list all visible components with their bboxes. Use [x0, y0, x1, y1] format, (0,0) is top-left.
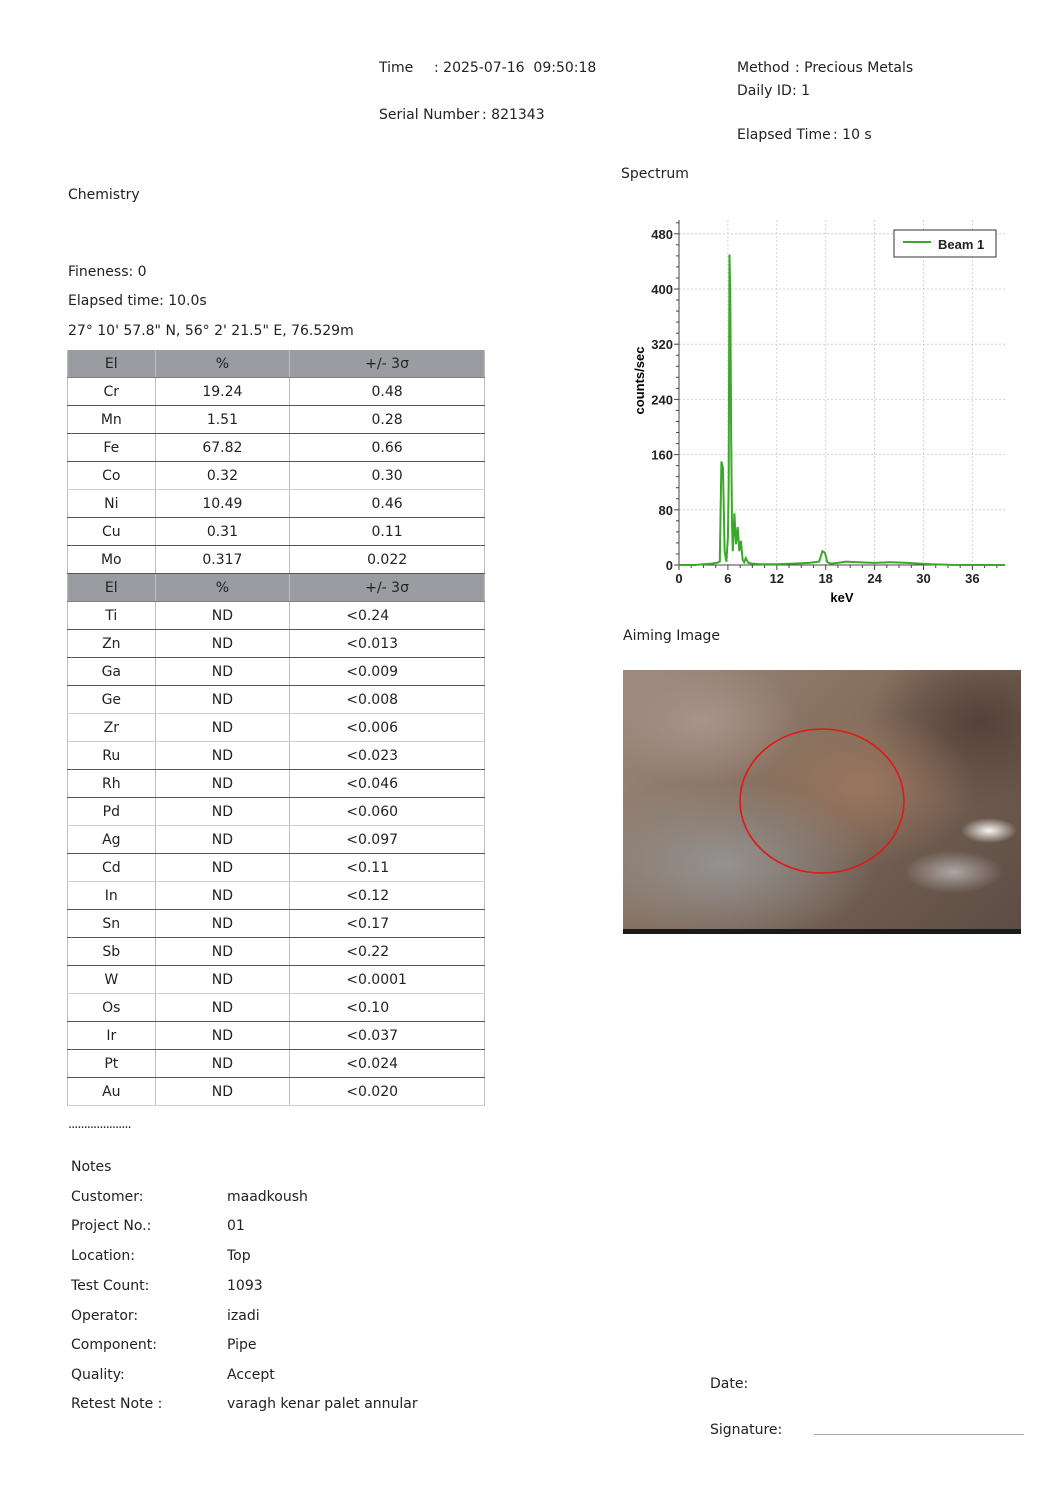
table-cell-pct: ND [155, 658, 290, 686]
table-cell-err: <0.037 [290, 1022, 485, 1050]
table-cell-el: Pt [68, 1050, 156, 1078]
table-cell-err: <0.046 [290, 770, 485, 798]
chart-x-tick-label: 30 [916, 571, 931, 586]
table-cell-el: Pd [68, 798, 156, 826]
table-cell-err: <0.10 [290, 994, 485, 1022]
table-cell-err: <0.12 [290, 882, 485, 910]
signature-line [814, 1434, 1024, 1435]
table-row [68, 798, 485, 826]
table-cell-err: <0.023 [290, 742, 485, 770]
table-row [68, 518, 485, 546]
table-cell-err: <0.24 [290, 602, 485, 630]
elapsed-time-label: Elapsed Time [737, 127, 831, 143]
table-cell-el: Ge [68, 686, 156, 714]
notes-key: Location: [71, 1247, 135, 1264]
chart-y-tick-label: 320 [651, 337, 673, 353]
table-cell-pct: ND [155, 798, 290, 826]
chart-x-tick-label: 6 [724, 571, 732, 586]
table-cell-el: Co [68, 462, 156, 490]
chart-y-tick-label: 240 [651, 392, 673, 408]
table-header-cell: +/- 3σ [290, 574, 485, 602]
chart-y-tick-label: 80 [658, 502, 673, 518]
table-cell-pct: ND [155, 602, 290, 630]
serial-number-label: Serial Number [379, 107, 480, 123]
table-cell-err: <0.006 [290, 714, 485, 742]
table-cell-el: Cd [68, 854, 156, 882]
table-cell-err: 0.48 [290, 378, 485, 406]
table-row [68, 882, 485, 910]
table-cell-pct: ND [155, 630, 290, 658]
notes-value: izadi [227, 1307, 260, 1324]
table-cell-pct: 1.51 [155, 406, 290, 434]
chart-ticks [651, 223, 997, 586]
table-cell-pct: ND [155, 1050, 290, 1078]
aiming-image-title: Aiming Image [623, 628, 721, 644]
table-cell-err: <0.020 [290, 1078, 485, 1106]
table-cell-pct: ND [155, 938, 290, 966]
chart-x-tick-label: 18 [818, 571, 833, 586]
method-label: Method [737, 60, 790, 76]
date-label: Date: [710, 1376, 749, 1392]
table-cell-el: Ga [68, 658, 156, 686]
table-cell-el: Ag [68, 826, 156, 854]
notes-value: Accept [227, 1366, 275, 1383]
chemistry-table [67, 350, 485, 1106]
chart-x-tick-label: 12 [769, 571, 785, 586]
table-cell-el: Ti [68, 602, 156, 630]
table-cell-pct: ND [155, 826, 290, 854]
chart-y-tick-label: 400 [651, 282, 673, 297]
table-header-cell: +/- 3σ [290, 350, 485, 378]
daily-id-value: : 1 [792, 83, 811, 99]
table-cell-err: <0.0001 [290, 966, 485, 994]
table-cell-err: <0.060 [290, 798, 485, 826]
table-cell-el: Os [68, 994, 156, 1022]
chart-x-tick-label: 36 [965, 571, 980, 586]
table-row [68, 994, 485, 1022]
table-cell-pct: ND [155, 994, 290, 1022]
fineness-text: Fineness: 0 [68, 264, 147, 280]
table-cell-el: Cu [68, 518, 156, 546]
notes-value: Top [227, 1247, 251, 1264]
continuation-dots: .................... [68, 1117, 131, 1132]
table-cell-pct: 10.49 [155, 490, 290, 518]
notes-value: maadkoush [227, 1188, 308, 1205]
table-row [68, 546, 485, 574]
table-cell-el: Mo [68, 546, 156, 574]
chart-y-axis-label: counts/sec [632, 346, 647, 415]
table-cell-pct: ND [155, 770, 290, 798]
table-cell-err: 0.46 [290, 490, 485, 518]
table-cell-err: 0.66 [290, 434, 485, 462]
chart-y-tick-label: 0 [665, 558, 673, 573]
table-cell-err: <0.009 [290, 658, 485, 686]
table-header-row [68, 350, 485, 378]
table-cell-pct: ND [155, 742, 290, 770]
table-row [68, 434, 485, 462]
time-label: Time [379, 60, 414, 76]
table-cell-pct: 0.31 [155, 518, 290, 546]
chart-x-tick-label: 0 [675, 571, 683, 586]
table-cell-err: 0.11 [290, 518, 485, 546]
table-row [68, 910, 485, 938]
table-row [68, 1050, 485, 1078]
table-cell-err: <0.11 [290, 854, 485, 882]
table-row [68, 714, 485, 742]
chart-x-tick-label: 24 [867, 571, 882, 586]
table-row [68, 854, 485, 882]
table-cell-pct: ND [155, 910, 290, 938]
table-row [68, 826, 485, 854]
table-row [68, 658, 485, 686]
notes-value: 1093 [227, 1277, 263, 1294]
table-cell-el: Mn [68, 406, 156, 434]
table-cell-pct: ND [155, 966, 290, 994]
method-value: : Precious Metals [795, 60, 914, 76]
notes-key: Test Count: [71, 1277, 150, 1294]
table-header-cell: % [155, 574, 290, 602]
notes-key: Retest Note : [71, 1396, 163, 1412]
table-cell-pct: 0.32 [155, 462, 290, 490]
table-cell-el: Sb [68, 938, 156, 966]
elapsed-time-value: : 10 s [833, 127, 872, 143]
table-row [68, 742, 485, 770]
table-cell-pct: ND [155, 1022, 290, 1050]
notes-key: Project No.: [71, 1218, 152, 1234]
table-row [68, 966, 485, 994]
notes-value: Pipe [227, 1337, 257, 1353]
table-row [68, 378, 485, 406]
table-cell-pct: ND [155, 854, 290, 882]
table-row [68, 938, 485, 966]
table-header-row [68, 574, 485, 602]
table-cell-el: Ni [68, 490, 156, 518]
serial-number-value: : 821343 [482, 107, 545, 123]
table-cell-el: Ir [68, 1022, 156, 1050]
table-cell-pct: 19.24 [155, 378, 290, 406]
table-row [68, 686, 485, 714]
table-header-cell: % [155, 350, 290, 378]
chart-x-axis-label: keV [830, 590, 854, 605]
table-cell-err: <0.17 [290, 910, 485, 938]
table-cell-err: 0.022 [290, 546, 485, 574]
notes-key: Customer: [71, 1188, 144, 1205]
spectrum-chart [620, 210, 1020, 610]
gps-coordinates: 27° 10' 57.8" N, 56° 2' 21.5" E, 76.529m [68, 323, 354, 339]
table-cell-err: <0.097 [290, 826, 485, 854]
notes-title: Notes [71, 1159, 112, 1175]
table-cell-err: 0.28 [290, 406, 485, 434]
table-cell-pct: ND [155, 1078, 290, 1106]
table-row [68, 490, 485, 518]
table-cell-el: In [68, 882, 156, 910]
chart-y-tick-label: 480 [651, 226, 673, 242]
table-cell-pct: ND [155, 714, 290, 742]
spectrum-title: Spectrum [621, 166, 689, 182]
table-row [68, 406, 485, 434]
notes-key: Component: [71, 1337, 157, 1353]
notes-key: Quality: [71, 1366, 125, 1383]
aiming-target-circle [740, 729, 904, 873]
chart-y-tick-label: 160 [651, 447, 673, 463]
table-row [68, 1078, 485, 1106]
table-cell-pct: 0.317 [155, 546, 290, 574]
table-header-cell: El [68, 350, 156, 378]
table-cell-el: Zn [68, 630, 156, 658]
table-cell-el: Zr [68, 714, 156, 742]
elapsed-time-text: Elapsed time: 10.0s [68, 293, 207, 309]
table-cell-el: Ru [68, 742, 156, 770]
table-cell-el: Rh [68, 770, 156, 798]
table-cell-pct: ND [155, 882, 290, 910]
notes-value: varagh kenar palet annular [227, 1396, 418, 1412]
table-cell-pct: ND [155, 686, 290, 714]
chart-legend [894, 230, 996, 257]
table-cell-el: Au [68, 1078, 156, 1106]
aiming-image [623, 670, 1021, 934]
table-cell-el: W [68, 966, 156, 994]
time-value: : 2025-07-16 09:50:18 [434, 60, 597, 76]
table-row [68, 630, 485, 658]
table-cell-err: 0.30 [290, 462, 485, 490]
chemistry-title: Chemistry [68, 187, 140, 203]
table-cell-el: Fe [68, 434, 156, 462]
notes-value: 01 [227, 1218, 245, 1234]
table-row [68, 770, 485, 798]
table-cell-el: Cr [68, 378, 156, 406]
signature-label: Signature: [710, 1422, 783, 1438]
table-row [68, 462, 485, 490]
table-header-cell: El [68, 574, 156, 602]
table-row [68, 602, 485, 630]
table-cell-el: Sn [68, 910, 156, 938]
table-cell-err: <0.013 [290, 630, 485, 658]
daily-id-label: Daily ID [737, 83, 792, 99]
table-row [68, 1022, 485, 1050]
notes-key: Operator: [71, 1307, 139, 1324]
table-cell-err: <0.22 [290, 938, 485, 966]
table-cell-err: <0.024 [290, 1050, 485, 1078]
table-cell-pct: 67.82 [155, 434, 290, 462]
table-cell-err: <0.008 [290, 686, 485, 714]
legend-label: Beam 1 [938, 237, 985, 252]
